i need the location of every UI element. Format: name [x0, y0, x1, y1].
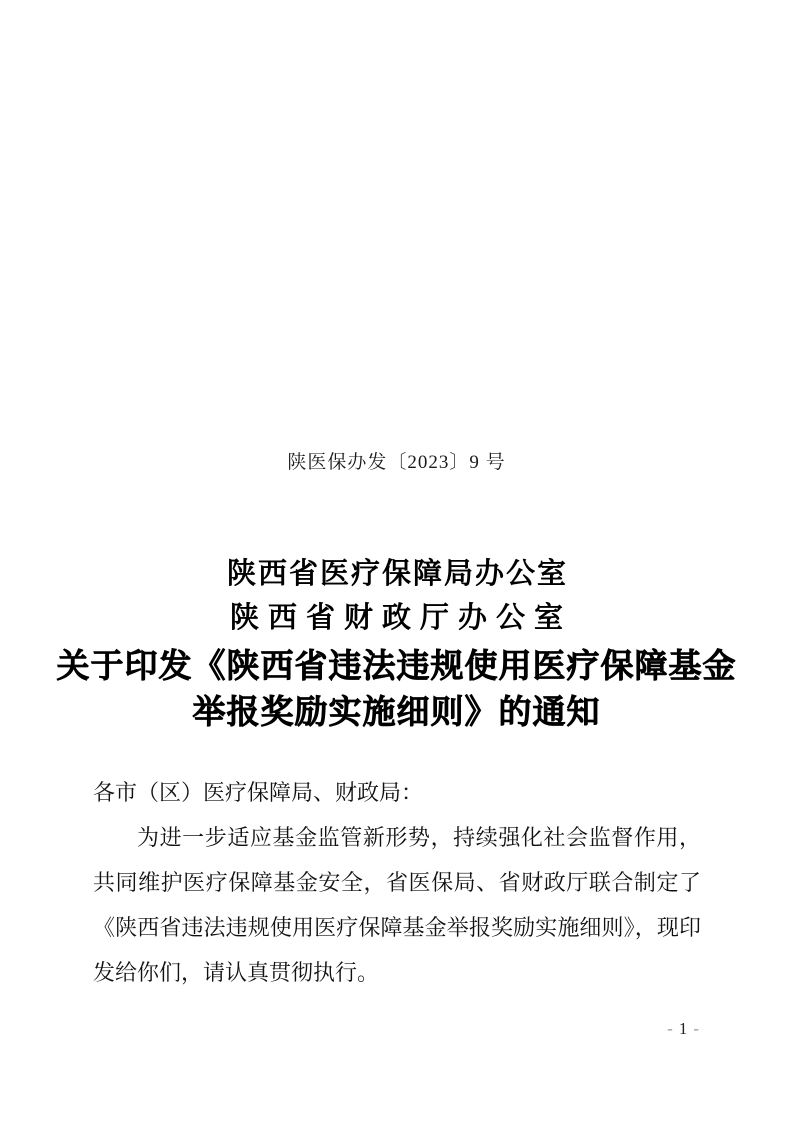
salutation: 各市（区）医疗保障局、财政局： — [93, 780, 424, 805]
page-number-right-dash: - — [693, 1019, 699, 1038]
body-paragraph: 为进一步适应基金监管新形势，持续强化社会监督作用，共同维护医疗保障基金安全，省医保局、省财政厅联合制定了《陕西省违法违规使用医疗保障基金举报奖励实施细则》，现印发给你们，请认真贯彻执行。 — [93, 825, 701, 985]
title-org-line-2: 陕西省财政厅办公室 — [229, 602, 572, 634]
document-body — [93, 770, 701, 995]
title-subject-block — [0, 644, 793, 736]
title-subject-line-1: 关于印发《陕西省违法违规使用医疗保障基金 — [56, 649, 737, 685]
title-org-line-1: 陕西省医疗保障局办公室 — [226, 558, 568, 590]
page-number-left-dash: - — [667, 1019, 673, 1038]
page-number-value: 1 — [678, 1019, 688, 1038]
page-number — [661, 1018, 705, 1040]
title-subject-line-2: 举报奖励实施细则》的通知 — [192, 695, 601, 731]
document-number: 陕医保办发〔2023〕9 号 — [287, 452, 506, 473]
title-block — [0, 552, 793, 736]
